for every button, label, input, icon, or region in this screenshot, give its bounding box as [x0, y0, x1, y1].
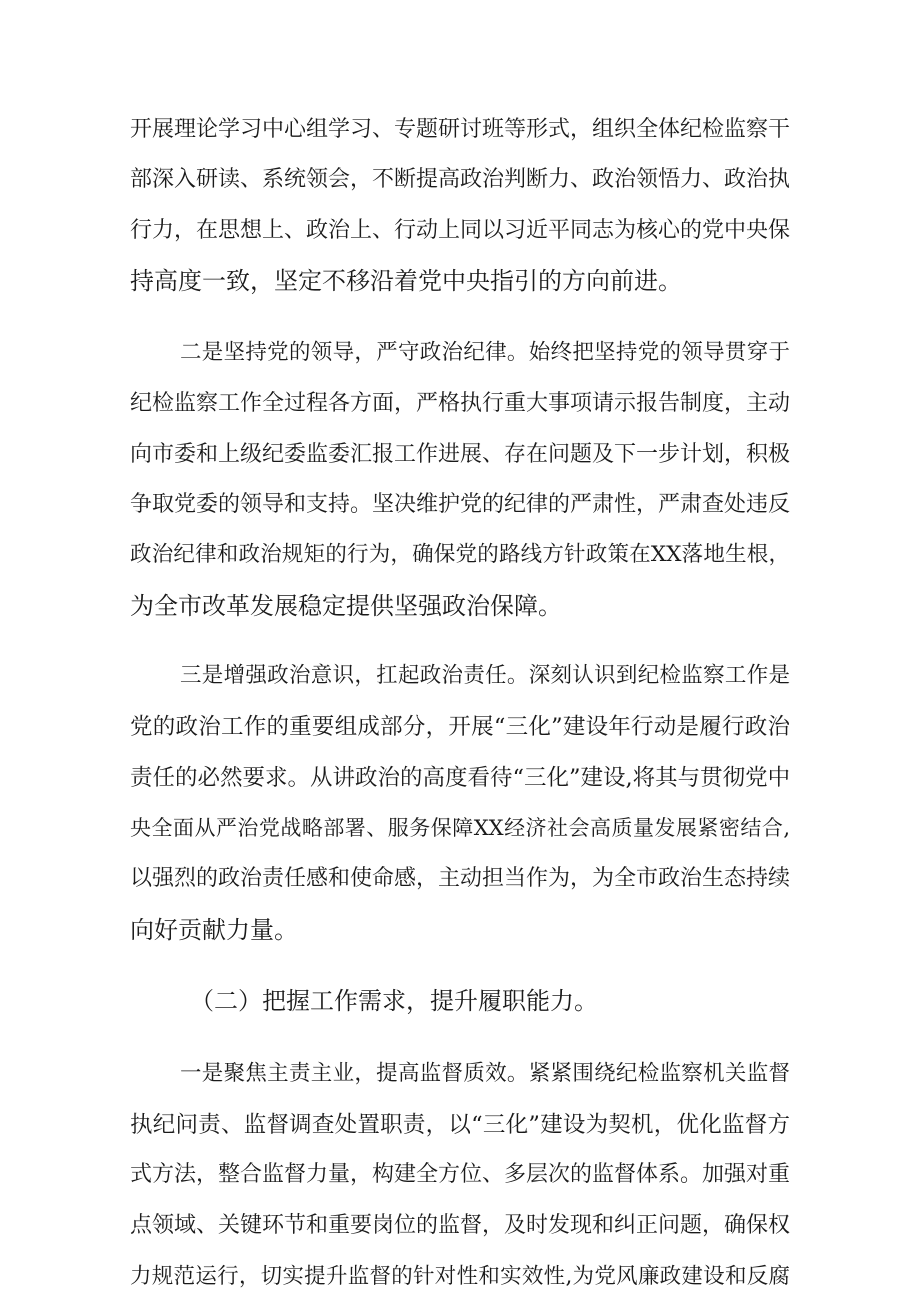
text-line: 部深入研读、系统领会，不断提高政治判断力、政治领悟力、政治执 [130, 167, 791, 192]
text-line: 式方法，整合监督力量，构建全方位、多层次的监督体系。加强对重 [130, 1162, 791, 1187]
text-line: 向市委和上级纪委监委汇报工作进展、存在问题及下一步计划，积极 [130, 442, 791, 467]
text-line: 开展理论学习中心组学习、专题研讨班等形式，组织全体纪检监察干 [130, 117, 791, 142]
text-line: 责任的必然要求。从讲政治的高度看待“三化”建设,将其与贯彻党中 [130, 765, 791, 791]
text-line: 持高度一致，坚定不移沿着党中央指引的方向前进。 [130, 267, 682, 295]
text-line: 央全面从严治党战略部署、服务保障XX经济社会高质量发展紧密结合, [130, 816, 790, 840]
text-line: （二）把握工作需求，提升履职能力。 [190, 987, 598, 1015]
text-line: 政治纪律和政治规矩的行为，确保党的路线方针政策在XX落地生根， [130, 542, 790, 567]
text-line: 党的政治工作的重要组成部分，开展“三化”建设年行动是履行政治 [130, 714, 790, 740]
text-line: 争取党委的领导和支持。坚决维护党的纪律的严肃性，严肃查处违反 [130, 492, 791, 517]
text-line: 点领域、关键环节和重要岗位的监督，及时发现和纠正问题，确保权 [130, 1213, 791, 1238]
text-line: 二是坚持党的领导，严守政治纪律。始终把坚持党的领导贯穿于 [180, 340, 790, 365]
text-line: 执纪问责、监督调查处置职责，以“三化”建设为契机，优化监督方 [130, 1112, 790, 1138]
text-line: 力规范运行，切实提升监督的针对性和实效性,为党风廉政建设和反腐 [130, 1264, 790, 1289]
text-line: 向好贡献力量。 [130, 916, 298, 944]
text-line: 纪检监察工作全过程各方面，严格执行重大事项请示报告制度，主动 [130, 391, 791, 416]
text-line: 三是增强政治意识，扛起政治责任。深刻认识到纪检监察工作是 [180, 663, 790, 688]
text-line: 以强烈的政治责任感和使命感，主动担当作为，为全市政治生态持续 [130, 866, 791, 891]
text-line: 一是聚焦主责主业，提高监督质效。紧紧围绕纪检监察机关监督 [180, 1061, 790, 1086]
text-line: 为全市改革发展稳定提供坚强政治保障。 [130, 592, 562, 620]
text-line: 行力，在思想上、政治上、行动上同以习近平同志为核心的党中央保 [130, 218, 791, 243]
